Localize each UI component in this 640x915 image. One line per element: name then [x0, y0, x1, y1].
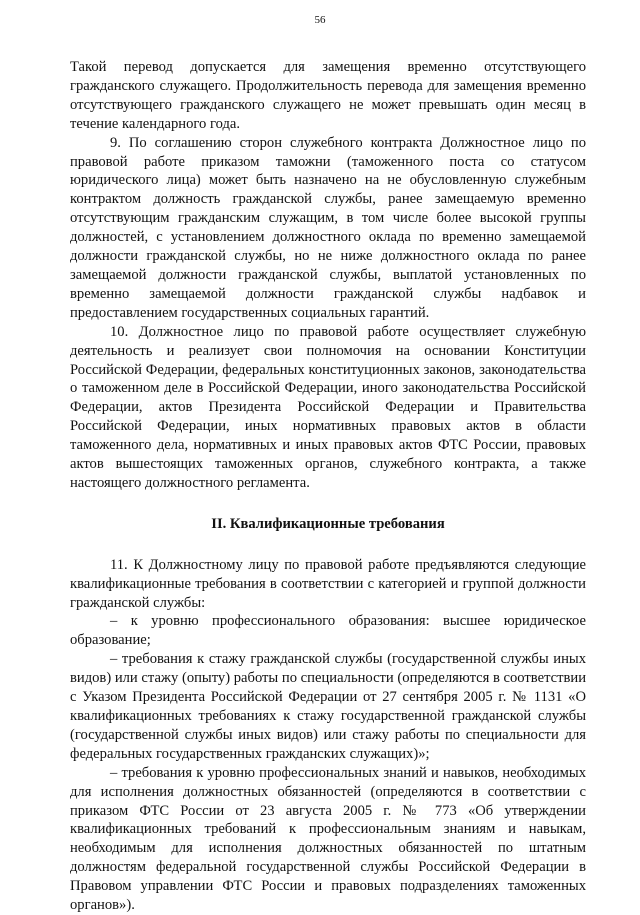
requirement-education: – к уровню профессионального образования: высшее юридическое образование; — [70, 613, 586, 649]
document-body — [70, 58, 586, 915]
paragraph-11: 11. К Должностному лицу по правовой работе предъявляются следующие квалификационные требования в соответствии с категорией и группой должности гражданской службы: — [70, 556, 586, 611]
requirement-experience: – требования к стажу гражданской службы (государственной службы иных видов) или стажу (опыту) работы по специальности (определяются в соответствии с Указом Президента Российской Федерации от 27 сентября 2005 г. № 1131 «О квалификационных требованиях к стажу государственной гражданской службы (государственной службы иных видов) или стажу работы по специальности для федеральных государственных гражданских служащих)»; — [70, 651, 586, 762]
paragraph-10: 10. Должностное лицо по правовой работе осуществляет служебную деятельность и реализует свои полномочия на основании Конституции Российской Федерации, федеральных конституционных законов, законодательства о таможенном деле в Российской Федерации, иного законодательства Российской Федерации, актов Президента Российской Федерации и Правительства Российской Федерации, иных нормативных правовых актов в области таможенного дела, нормативных и иных правовых актов ФТС России, правовых актов вышестоящих таможенных органов, служебного контракта, а также настоящего должностного регламента. — [70, 323, 586, 491]
section-heading: II. Квалификационные требования — [211, 515, 445, 532]
paragraph-9: 9. По соглашению сторон служебного контракта Должностное лицо по правовой работе приказом таможни (таможенного поста со статусом юридического лица) может быть назначено на не обусловленную служебным контрактом должность гражданской службы, ранее замещаемую временно отсутствующим гражданским служащим, в том числе более высокой группы должностей, с установлением должностного оклада по временно замещаемой должности гражданской службы, но не ниже должностного оклада по ранее замещаемой должности гражданской службы, выплатой установленных по временно замещаемой должности гражданской службы надбавок и предоставлением государственных социальных гарантий. — [70, 134, 586, 321]
page-number: 56 — [314, 14, 326, 26]
paragraph-transfer-continuation: Такой перевод допускается для замещения временно отсутствующего гражданского служащего. Продолжительность перевода для замещения временно отсутствующего гражданского служащего не может превышать один месяц в течение календарного года. — [70, 59, 586, 132]
requirement-knowledge: – требования к уровню профессиональных знаний и навыков, необходимых для исполнения должностных обязанностей (определяются в соответствии с приказом ФТС России от 23 августа 2005 г. № 773 «Об утверждении квалификационных требований к профессиональным знаниям и навыкам, необходимым для исполнения должностных обязанностей по штатным должностям федеральной государственной службы Российской Федерации в Правовом управлении ФТС России и правовых подразделениях таможенных органов»). — [70, 764, 586, 914]
